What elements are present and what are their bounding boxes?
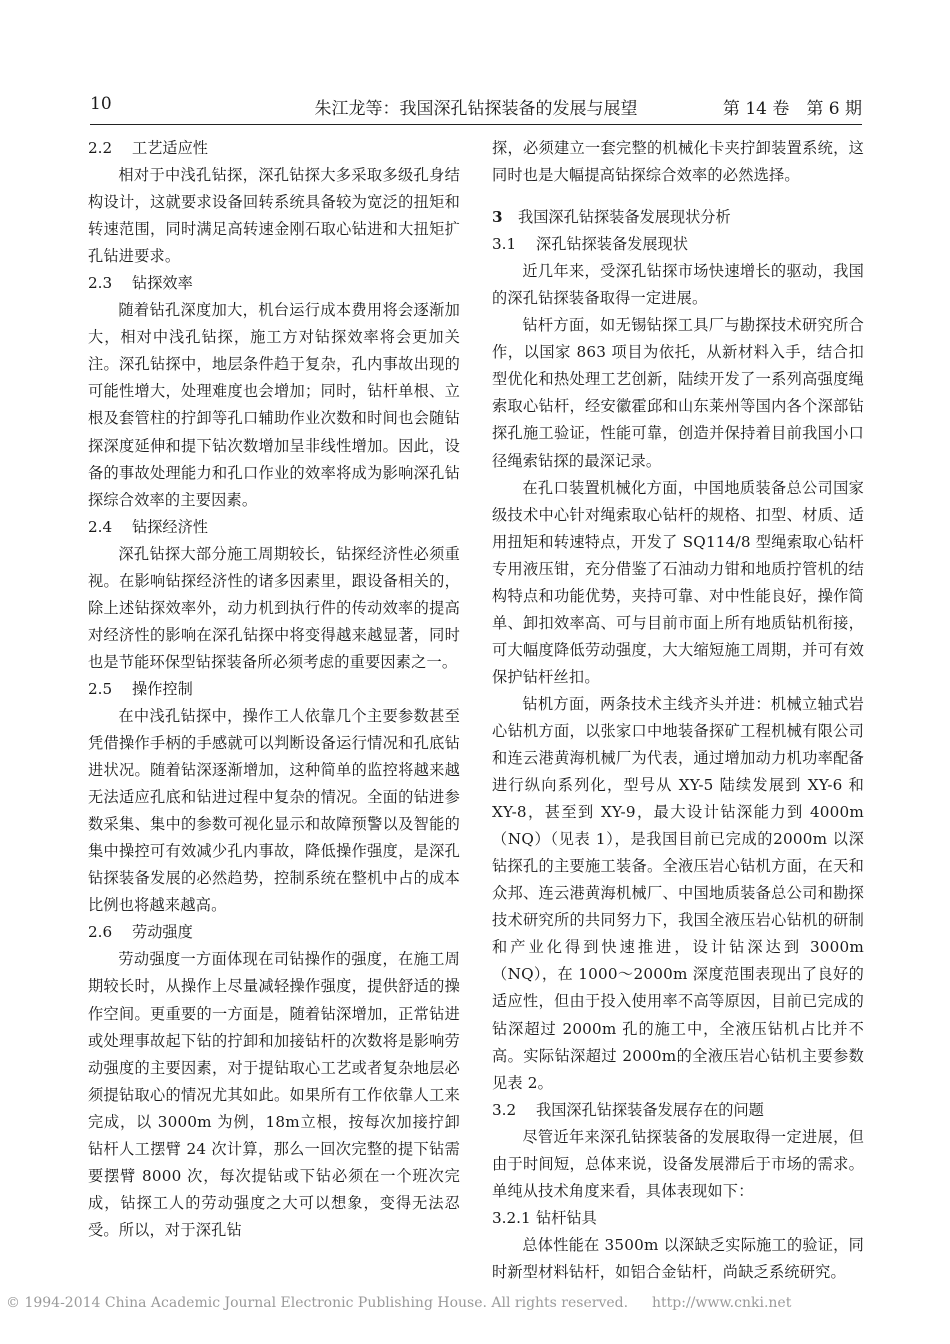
body-paragraph: 探，必须建立一套完整的机械化卡夹拧卸装置系统，这同时也是大幅提高钻探综合效率的必然选择。 [492, 139, 864, 185]
body-paragraph: 在孔口装置机械化方面，中国地质装备总公司国家级技术中心针对绳索取心钻杆的规格、扣型、材质、适用扭矩和转速特点，开发了 SQ114/8 型绳索取心钻杆专用液压钳，充分借鉴了石油动力钳和地质拧管机的结构特点和功能优势，夹持可靠、对中性能良好，操作简单、卸扣效率高、可与目前市面上所有地质钻机衔接，可大幅度降低劳动强度，大大缩短施工周期，并可有效保护钻杆丝扣。 [492, 478, 864, 686]
body-paragraph: 在中浅孔钻探中，操作工人依靠几个主要参数甚至凭借操作手柄的手感就可以判断设备运行情况和孔底钻进状况。随着钻深逐渐增加，这种简单的监控将越来越无法适应孔底和钻进过程中复杂的情况。全面的钻进参数采集、集中的参数可视化显示和故障预警以及智能的集中操控可有效减少孔内事故，降低操作强度，是深孔钻探装备发展的必然趋势，控制系统在整机中占的成本比例也将越来越高。 [88, 706, 460, 915]
heading-text: 钻探效率 [132, 274, 193, 293]
body-paragraph: 钻机方面，两条技术主线齐头并进：机械立轴式岩心钻机方面，以张家口中地装备探矿工程机械有限公司和连云港黄海机械厂为代表，通过增加动力机功率配备进行纵向系列化，型号从 XY-5 陆续发展到 XY-6 和 XY-8，甚至到 XY-9，最大设计钻深能力到 4000m（NQ）（见表 1），是我国目前已完成的2000m 以深钻探孔的主要施工装备。全液压岩心钻机方面，在天和众邦、连云港黄海机械厂、中国地质装备总公司和勘探技术研究所的共同努力下，我国全液压岩心钻机的研制和产业化得到快速推进，设计钻深达到 3000m（NQ），在 1000～2000m 深度范围表现出了良好的适应性，但由于投入使用率不高等原因，目前已完成的钻深超过 2000m 孔的施工中，全液压钻机占比并不高。实际钻深超过 2000m的全液压岩心钻机主要参数见表 2。 [492, 694, 864, 1092]
subsection-heading [88, 514, 460, 541]
heading-number: 2.4 [88, 517, 113, 536]
body-paragraph: 总体性能在 3500m 以深缺乏实际施工的验证，同时新型材料钻杆，如铝合金钻杆，尚缺乏系统研究。 [492, 1235, 864, 1281]
subsection-heading [88, 676, 460, 703]
page-number: 10 [90, 94, 112, 114]
heading-number: 2.2 [88, 139, 113, 157]
subsection-heading [492, 231, 864, 258]
running-title: 朱江龙等：我国深孔钻探装备的发展与展望 [314, 99, 638, 119]
copyright-notice: © 1994-2014 China Academic Journal Electronic Publishing House. All rights reserved. [6, 1295, 629, 1311]
heading-number: 3 [492, 208, 503, 227]
header-rule [90, 124, 862, 125]
subsection-heading [88, 919, 460, 946]
footer [0, 1295, 950, 1317]
body-paragraph: 劳动强度一方面体现在司钻操作的强度，在施工周期较长时，从操作上尽量减轻操作强度，提供舒适的操作空间。更重要的一方面是，随着钻深增加，正常钻进或处理事故起下钻的拧卸和加接钻杆的次数将是影响劳动强度的主要因素，对于提钻取心工艺或者复杂地层必须提钻取心的情况尤其如此。如果所有工作依靠人工来完成，以 3000m 为例，18m立根，按每次加接拧卸钻杆人工摆臂 24 次计算，那么一回次完整的提下钻需要摆臂 8000 次，每次提钻或下钻必须在一个班次完成，钻探工人的劳动强度之大可以想象，变得无法忍受。所以，对于深孔钻 [88, 950, 460, 1239]
subsection-heading [88, 135, 460, 162]
subsection-heading [88, 270, 460, 297]
body-paragraph: 相对于中浅孔钻探，深孔钻探大多采取多级孔身结构设计，这就要求设备回转系统具备较为宽泛的扭矩和转速范围，同时满足高转速金刚石取心钻进和大扭矩扩孔钻进要求。 [88, 166, 460, 266]
body-paragraph: 尽管近年来深孔钻探装备的发展取得一定进展，但由于时间短，总体来说，设备发展滞后于市场的需求。单纯从技术角度来看，具体表现如下： [492, 1127, 864, 1200]
heading-text: 操作控制 [132, 679, 193, 698]
subsection-heading [492, 1205, 864, 1232]
body-paragraph: 深孔钻探大部分施工周期较长，钻探经济性必须重视。在影响钻探经济性的诸多因素里，跟设备相关的，除上述钻探效率外，动力机到执行件的传动效率的提高对经济性的影响在深孔钻探中将变得越来越显著，同时也是节能环保型钻探装备所必须考虑的重要因素之一。 [88, 544, 460, 671]
running-header [90, 86, 862, 126]
heading-text: 钻杆钻具 [536, 1208, 597, 1227]
heading-text: 深孔钻探装备发展现状 [536, 235, 688, 254]
subsection-heading [492, 1097, 864, 1124]
heading-number: 2.6 [88, 923, 113, 942]
heading-text: 我国深孔钻探装备发展现状分析 [518, 208, 731, 227]
heading-number: 3.2.1 [492, 1208, 531, 1227]
right-column [492, 135, 864, 1286]
source-url[interactable]: http://www.cnki.net [652, 1295, 792, 1311]
heading-text: 我国深孔钻探装备发展存在的问题 [536, 1100, 764, 1119]
heading-number: 3.2 [492, 1100, 517, 1119]
heading-number: 2.3 [88, 274, 113, 293]
heading-number: 3.1 [492, 235, 517, 254]
section-heading [492, 204, 864, 231]
heading-text: 工艺适应性 [132, 139, 208, 157]
body-paragraph: 近几年来，受深孔钻探市场快速增长的驱动，我国的深孔钻探装备取得一定进展。 [492, 262, 864, 308]
volume-issue: 第 14 卷 第 6 期 [722, 99, 862, 119]
body-paragraph: 钻杆方面，如无锡钻探工具厂与勘探技术研究所合作，以国家 863 项目为依托，从新材料入手，结合扣型优化和热处理工艺创新，陆续开发了一系列高强度绳索取心钻杆，经安徽霍邱和山东莱州等国内各个深部钻探孔施工验证，性能可靠，创造并保持着目前我国小口径绳索钻探的最深记录。 [492, 316, 864, 470]
heading-text: 劳动强度 [132, 923, 193, 942]
heading-text: 钻探经济性 [132, 517, 208, 536]
heading-number: 2.5 [88, 679, 113, 698]
body-paragraph: 随着钻孔深度加大，机台运行成本费用将会逐渐加大，相对中浅孔钻探，施工方对钻探效率将会更加关注。深孔钻探中，地层条件趋于复杂，孔内事故出现的可能性增大，处理难度也会增加；同时，钻杆单根、立根及套管柱的拧卸等孔口辅助作业次数和时间也会随钻探深度延伸和提下钻次数增加呈非线性增加。因此，设备的事故处理能力和孔口作业的效率将成为影响深孔钻探综合效率的主要因素。 [88, 301, 460, 509]
left-column [88, 135, 460, 1244]
